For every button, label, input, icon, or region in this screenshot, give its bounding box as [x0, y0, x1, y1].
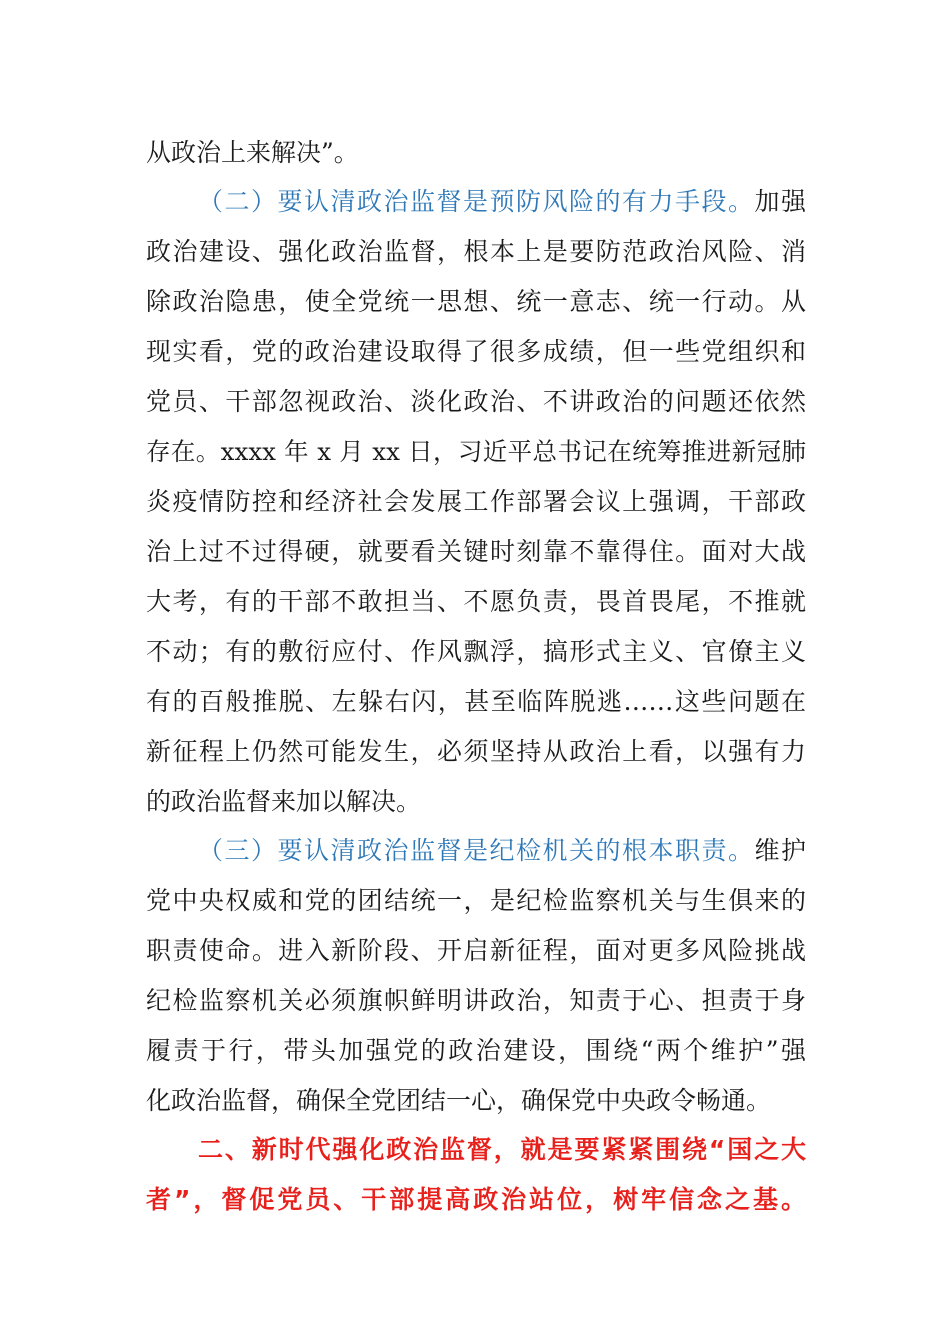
- paragraph-line: 除政治隐患，使全党统一思想、统一意志、统一行动。从: [146, 287, 806, 316]
- section-3-first-line: [198, 831, 806, 871]
- paragraph-line: 炎疫情防控和经济社会发展工作部署会议上强调，干部政: [146, 487, 806, 516]
- section-3-line1-tail: 维护: [754, 836, 806, 865]
- part-2-heading-line2: 者”，督促党员、干部提高政治站位，树牢信念之基。: [146, 1185, 806, 1214]
- paragraph-line: 大考，有的干部不敢担当、不愿负责，畏首畏尾，不推就: [146, 587, 806, 616]
- section-2-line1-tail: 加强: [754, 187, 806, 216]
- paragraph-line: 治上过不过得硬，就要看关键时刻靠不靠得住。面对大战: [146, 537, 806, 566]
- paragraph-line: 化政治监督，确保全党团结一心，确保党中央政令畅通。: [146, 1086, 772, 1115]
- paragraph-line: 职责使命。进入新阶段、开启新征程，面对更多风险挑战: [146, 936, 806, 965]
- paragraph-line: 党员、干部忽视政治、淡化政治、不讲政治的问题还依然: [146, 387, 806, 416]
- paragraph-line: 现实看，党的政治建设取得了很多成绩，但一些党组织和: [146, 337, 806, 366]
- section-2-first-line: [198, 182, 806, 222]
- paragraph-line: 履责于行，带头加强党的政治建设，围绕“两个维护”强: [146, 1036, 806, 1065]
- section-2-heading: （二）要认清政治监督是预防风险的有力手段。: [198, 187, 755, 216]
- part-2-heading-line1: 二、新时代强化政治监督，就是要紧紧围绕“国之大: [198, 1135, 806, 1164]
- paragraph-line: 新征程上仍然可能发生，必须坚持从政治上看，以强有力: [146, 737, 806, 766]
- paragraph-line: 从政治上来解决”。: [146, 138, 359, 167]
- section-3-heading: （三）要认清政治监督是纪检机关的根本职责。: [198, 836, 755, 865]
- paragraph-line: 不动；有的敷衍应付、作风飘浮，搞形式主义、官僚主义: [146, 637, 806, 666]
- paragraph-line: 党中央权威和党的团结统一，是纪检监察机关与生俱来的: [146, 886, 806, 915]
- paragraph-line: 有的百般推脱、左躲右闪，甚至临阵脱逃……这些问题在: [146, 687, 806, 716]
- paragraph-line: 纪检监察机关必须旗帜鲜明讲政治，知责于心、担责于身: [146, 986, 806, 1015]
- paragraph-line: 存在。xxxx 年 x 月 xx 日，习近平总书记在统筹推进新冠肺: [146, 437, 806, 466]
- paragraph-line: 政治建设、强化政治监督，根本上是要防范政治风险、消: [146, 237, 806, 266]
- paragraph-line: 的政治监督来加以解决。: [146, 787, 422, 816]
